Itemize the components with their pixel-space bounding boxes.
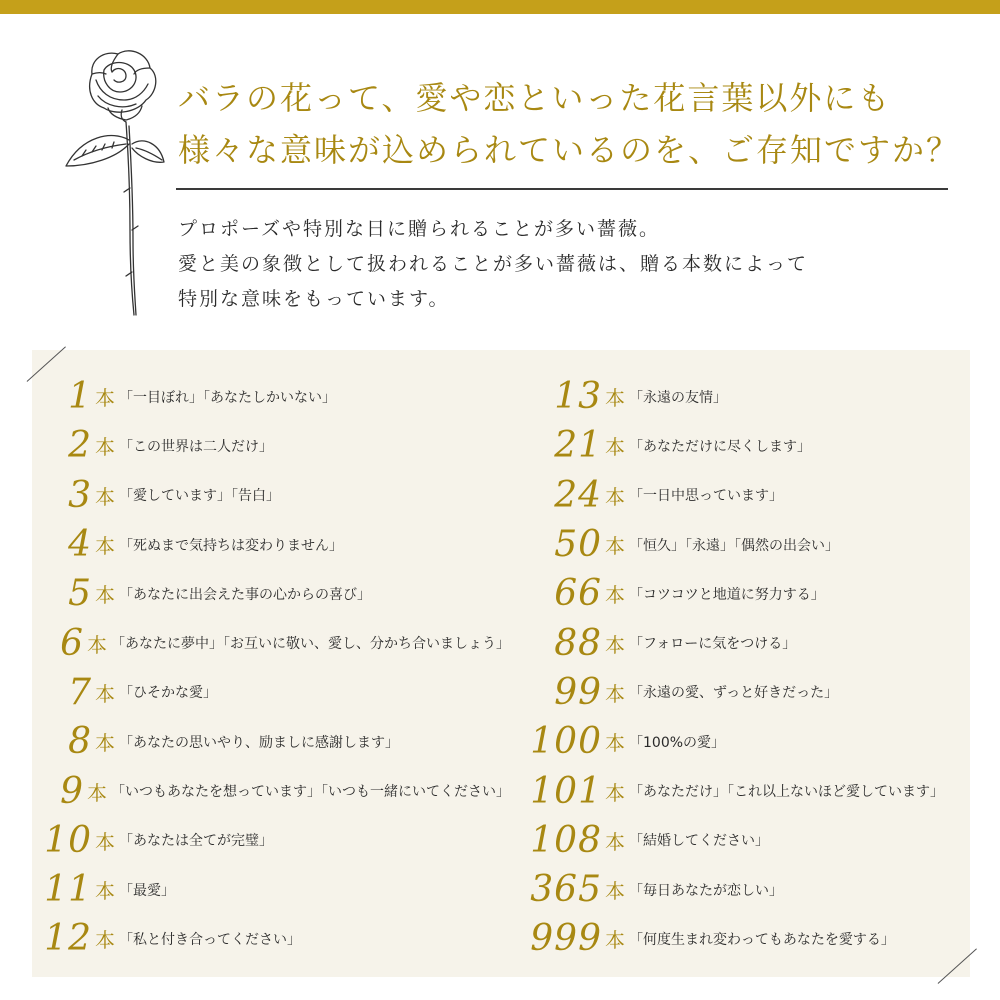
rose-count-number: 108 <box>530 819 602 861</box>
rose-count-meaning: 「コツコツと地道に努力する」 <box>629 586 825 603</box>
intro-line-2: 愛と美の象徴として扱われることが多い薔薇は、贈る本数によって <box>178 253 809 275</box>
list-item <box>34 766 510 815</box>
list-item <box>510 569 980 618</box>
top-accent-bar <box>0 0 1000 14</box>
rose-count-meaning: 「毎日あなたが恋しい」 <box>629 882 783 899</box>
rose-count-meaning: 「永遠の友情」 <box>629 389 727 406</box>
rose-count-unit: 本 <box>605 829 625 854</box>
rose-count-meaning: 「あなたの思いやり、励ましに感謝します」 <box>119 734 399 751</box>
list-item <box>510 520 980 569</box>
list-item <box>34 668 510 717</box>
list-item <box>510 471 980 520</box>
rose-count-unit: 本 <box>605 583 625 608</box>
rose-count-number: 999 <box>530 918 602 960</box>
rose-count-meaning: 「恒久」「永遠」「偶然の出会い」 <box>629 537 839 554</box>
rose-count-meaning: 「いつもあなたを想っています」「いつも一緒にいてください」 <box>111 784 510 801</box>
list-item <box>34 421 510 470</box>
rose-count-meaning: 「最愛」 <box>119 882 175 899</box>
rose-count-number: 4 <box>68 524 92 566</box>
intro-line-3: 特別な意味をもっています。 <box>178 288 450 310</box>
list-item <box>510 914 980 963</box>
rose-count-meaning: 「ひそかな愛」 <box>119 685 217 702</box>
rose-count-meaning: 「結婚してください」 <box>629 833 769 850</box>
rose-illustration-icon <box>52 40 172 320</box>
rose-count-number: 101 <box>530 770 602 812</box>
rose-count-unit: 本 <box>95 484 115 509</box>
rose-count-meaning: 「あなたは全てが完璧」 <box>119 833 273 850</box>
headline <box>178 72 978 176</box>
rose-count-unit: 本 <box>605 435 625 460</box>
rose-count-unit: 本 <box>605 632 625 657</box>
list-item <box>510 766 980 815</box>
rose-count-meaning: 「何度生まれ変わってもあなたを愛する」 <box>629 931 895 948</box>
list-item <box>510 421 980 470</box>
rose-count-unit: 本 <box>87 780 107 805</box>
rose-count-number: 66 <box>554 573 602 615</box>
rose-count-unit: 本 <box>95 928 115 953</box>
rose-count-number: 6 <box>60 622 84 664</box>
list-item <box>34 569 510 618</box>
rose-count-meaning: 「100%の愛」 <box>629 734 726 751</box>
rose-count-unit: 本 <box>95 386 115 411</box>
rose-count-unit: 本 <box>605 731 625 756</box>
rose-count-unit: 本 <box>95 829 115 854</box>
intro-text <box>178 212 968 317</box>
rose-count-number: 5 <box>68 573 92 615</box>
rose-count-number: 11 <box>44 869 92 911</box>
headline-divider <box>176 188 948 190</box>
list-item <box>510 717 980 766</box>
rose-count-number: 50 <box>554 524 602 566</box>
rose-count-number: 1 <box>68 376 92 418</box>
rose-count-unit: 本 <box>605 484 625 509</box>
rose-count-unit: 本 <box>87 632 107 657</box>
rose-count-unit: 本 <box>605 386 625 411</box>
list-item <box>510 816 980 865</box>
list-item <box>34 520 510 569</box>
list-item <box>34 471 510 520</box>
rose-count-number: 8 <box>68 721 92 763</box>
headline-line-1: バラの花って、愛や恋といった花言葉以外にも <box>178 79 892 117</box>
rose-count-number: 7 <box>68 671 92 713</box>
rose-count-number: 10 <box>44 819 92 861</box>
list-item <box>510 618 980 667</box>
rose-count-meaning: 「あなただけに尽くします」 <box>629 438 811 455</box>
rose-count-number: 12 <box>44 918 92 960</box>
rose-count-unit: 本 <box>95 681 115 706</box>
list-item <box>510 372 980 421</box>
rose-count-meaning: 「あなたに夢中」「お互いに敬い、愛し、分かち合いましょう」 <box>111 636 510 653</box>
rose-count-unit: 本 <box>95 731 115 756</box>
list-item <box>510 865 980 914</box>
list-item <box>34 372 510 421</box>
rose-count-unit: 本 <box>605 879 625 904</box>
rose-count-meaning: 「一日中思っています」 <box>629 488 783 505</box>
rose-count-unit: 本 <box>605 780 625 805</box>
rose-count-meaning: 「あなただけ」「これ以上ないほど愛しています」 <box>629 784 944 801</box>
rose-count-unit: 本 <box>95 534 115 559</box>
list-item <box>510 668 980 717</box>
list-item <box>34 717 510 766</box>
headline-line-2: 様々な意味が込められているのを、ご存知ですか？ <box>178 131 961 169</box>
rose-count-meaning: 「愛しています」「告白」 <box>119 488 280 505</box>
rose-count-unit: 本 <box>605 534 625 559</box>
rose-count-number: 88 <box>554 622 602 664</box>
rose-count-meaning: 「フォローに気をつける」 <box>629 636 797 653</box>
rose-count-unit: 本 <box>605 681 625 706</box>
rose-count-meaning: 「あなたに出会えた事の心からの喜び」 <box>119 586 371 603</box>
rose-count-unit: 本 <box>95 583 115 608</box>
rose-count-meaning: 「一目ぼれ」「あなたしかいない」 <box>119 389 336 406</box>
rose-count-unit: 本 <box>95 435 115 460</box>
rose-count-number: 365 <box>530 869 602 911</box>
rose-count-unit: 本 <box>95 879 115 904</box>
list-item <box>34 816 510 865</box>
rose-count-meaning: 「私と付き合ってください」 <box>119 931 301 948</box>
intro-line-1: プロポーズや特別な日に贈られることが多い薔薇。 <box>178 218 661 240</box>
rose-count-list-right <box>510 372 980 964</box>
rose-count-number: 100 <box>530 721 602 763</box>
list-item <box>34 865 510 914</box>
rose-count-meaning: 「死ぬまで気持ちは変わりません」 <box>119 537 343 554</box>
rose-count-unit: 本 <box>605 928 625 953</box>
rose-count-number: 2 <box>68 425 92 467</box>
rose-count-number: 3 <box>68 474 92 516</box>
list-item <box>34 618 510 667</box>
rose-count-list-left <box>34 372 510 964</box>
rose-count-number: 13 <box>554 376 602 418</box>
rose-count-number: 9 <box>60 770 84 812</box>
rose-count-meaning: 「永遠の愛、ずっと好きだった」 <box>629 685 839 702</box>
rose-count-meaning: 「この世界は二人だけ」 <box>119 438 273 455</box>
rose-count-number: 21 <box>554 425 602 467</box>
rose-count-number: 24 <box>554 474 602 516</box>
rose-count-number: 99 <box>554 671 602 713</box>
list-item <box>34 914 510 963</box>
